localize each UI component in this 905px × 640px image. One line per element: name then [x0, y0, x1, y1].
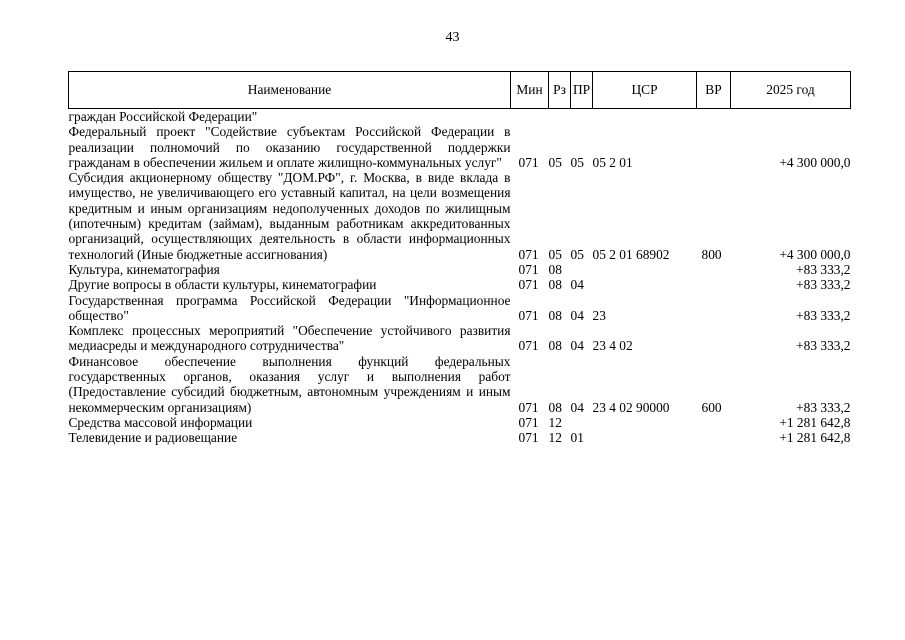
- row-vr: [697, 415, 731, 430]
- table-row: [69, 109, 851, 125]
- row-csr: 23 4 02 90000: [592, 399, 670, 415]
- row-name-text: Федеральный проект "Содействие субъектам Российской Федерации в реализации полномочий по оказанию государственной поддержки гражданам в обеспечении жильем и оплате жилищно-коммунальных услуг": [68, 124, 511, 170]
- row-vr: [697, 262, 731, 277]
- row-min: 071: [518, 277, 539, 293]
- row-vr: 600: [701, 399, 722, 415]
- row-pr: 05: [570, 154, 584, 170]
- row-min: 071: [518, 338, 539, 354]
- header-min: Мин: [511, 72, 549, 109]
- row-sum: +83 333,2: [796, 399, 851, 415]
- row-sum: [731, 109, 851, 125]
- row-name: [69, 170, 511, 262]
- header-csr: ЦСР: [593, 72, 697, 109]
- row-name: [69, 277, 511, 292]
- row-csr: [593, 109, 697, 125]
- row-min: 071: [518, 246, 539, 262]
- row-rz: 08: [548, 307, 562, 323]
- row-pr: 04: [570, 338, 584, 354]
- row-csr: 23 4 02: [592, 338, 633, 354]
- table-row: [69, 293, 851, 324]
- header-name: Наименование: [69, 72, 511, 109]
- row-rz: 08: [548, 261, 562, 277]
- row-name-text: Телевидение и радиовещание: [68, 430, 238, 446]
- row-vr: [697, 293, 731, 324]
- row-pr: [571, 262, 593, 277]
- row-name: [69, 323, 511, 354]
- row-rz: [549, 109, 571, 125]
- row-csr: [593, 430, 697, 445]
- row-rz: 05: [548, 154, 562, 170]
- row-vr: 800: [701, 246, 722, 262]
- row-pr: 01: [570, 430, 584, 446]
- table-header-row: [69, 72, 851, 109]
- row-sum: +1 281 642,8: [779, 430, 851, 446]
- row-sum: +4 300 000,0: [779, 154, 851, 170]
- table-row: [69, 415, 851, 430]
- row-vr: [697, 277, 731, 292]
- row-rz: 08: [548, 277, 562, 293]
- budget-table: [68, 71, 851, 446]
- row-vr: [697, 430, 731, 445]
- row-min: 071: [518, 154, 539, 170]
- header-sum: 2025 год: [731, 72, 851, 109]
- row-rz: 08: [548, 338, 562, 354]
- row-rz: 05: [548, 246, 562, 262]
- row-min: [511, 109, 549, 125]
- row-rz: 12: [548, 430, 562, 446]
- table-row: [69, 262, 851, 277]
- row-rz: 08: [548, 399, 562, 415]
- row-pr: [571, 109, 593, 125]
- row-vr: [697, 109, 731, 125]
- header-vr: ВР: [697, 72, 731, 109]
- row-sum: +83 333,2: [796, 277, 851, 293]
- table-row: [69, 354, 851, 415]
- header-pr: ПР: [571, 72, 593, 109]
- row-pr: 04: [570, 399, 584, 415]
- row-csr: [593, 277, 697, 292]
- row-name: [69, 124, 511, 170]
- row-pr: 04: [570, 307, 584, 323]
- row-name-text: Государственная программа Российской Федерации "Информационное общество": [68, 292, 511, 323]
- row-name-text: граждан Российской Федерации": [68, 109, 258, 124]
- row-name-text: Комплекс процессных мероприятий "Обеспечение устойчивого развития медиасреды и международного сотрудничества": [68, 323, 511, 354]
- row-sum: +4 300 000,0: [779, 246, 851, 262]
- table-row: [69, 323, 851, 354]
- row-csr: 05 2 01: [592, 154, 633, 170]
- row-min: 071: [518, 307, 539, 323]
- row-pr: 05: [570, 246, 584, 262]
- row-sum: +83 333,2: [796, 261, 851, 277]
- page-number: 43: [445, 30, 460, 45]
- row-csr: 05 2 01 68902: [592, 246, 670, 262]
- row-min: 071: [518, 414, 539, 430]
- row-csr: [593, 262, 697, 277]
- row-sum: +83 333,2: [796, 338, 851, 354]
- row-vr: [697, 323, 731, 354]
- table-row: [69, 277, 851, 292]
- row-name-text: Культура, кинематография: [68, 261, 220, 277]
- row-name-text: Финансовое обеспечение выполнения функций федеральных государственных органов, оказания услуг и выполнения работ (Предоставление субсидий бюджетным, автономным учреждениям и иным некоммерческим организациям): [68, 353, 511, 415]
- row-name: [69, 430, 511, 445]
- row-rz: 12: [548, 414, 562, 430]
- row-name: [69, 354, 511, 415]
- table-row: [69, 170, 851, 262]
- table-row: [69, 124, 851, 170]
- row-name: [69, 109, 511, 125]
- row-csr: 23: [592, 307, 606, 323]
- row-pr: [571, 415, 593, 430]
- row-name: [69, 262, 511, 277]
- row-name-text: Другие вопросы в области культуры, кинематографии: [68, 277, 377, 293]
- table-row: [69, 430, 851, 445]
- row-min: 071: [518, 399, 539, 415]
- row-sum: +1 281 642,8: [779, 414, 851, 430]
- header-rz: Рз: [549, 72, 571, 109]
- row-csr: [593, 415, 697, 430]
- row-min: 071: [518, 261, 539, 277]
- row-name-text: Субсидия акционерному обществу "ДОМ.РФ", г. Москва, в виде вклада в имущество, не увеличивающего его уставный капитал, на цели возмещения кредитным и иным организациям недополученных доходов по жилищным (ипотечным) кредитам (займам), выданным работникам аккредитованных организаций, осуществляющих деятельность в области информационных технологий (Иные бюджетные ассигнования): [68, 170, 511, 262]
- row-min: 071: [518, 430, 539, 446]
- row-vr: [697, 124, 731, 170]
- row-name: [69, 415, 511, 430]
- row-pr: 04: [570, 277, 584, 293]
- row-sum: +83 333,2: [796, 307, 851, 323]
- row-name: [69, 293, 511, 324]
- row-name-text: Средства массовой информации: [68, 414, 253, 430]
